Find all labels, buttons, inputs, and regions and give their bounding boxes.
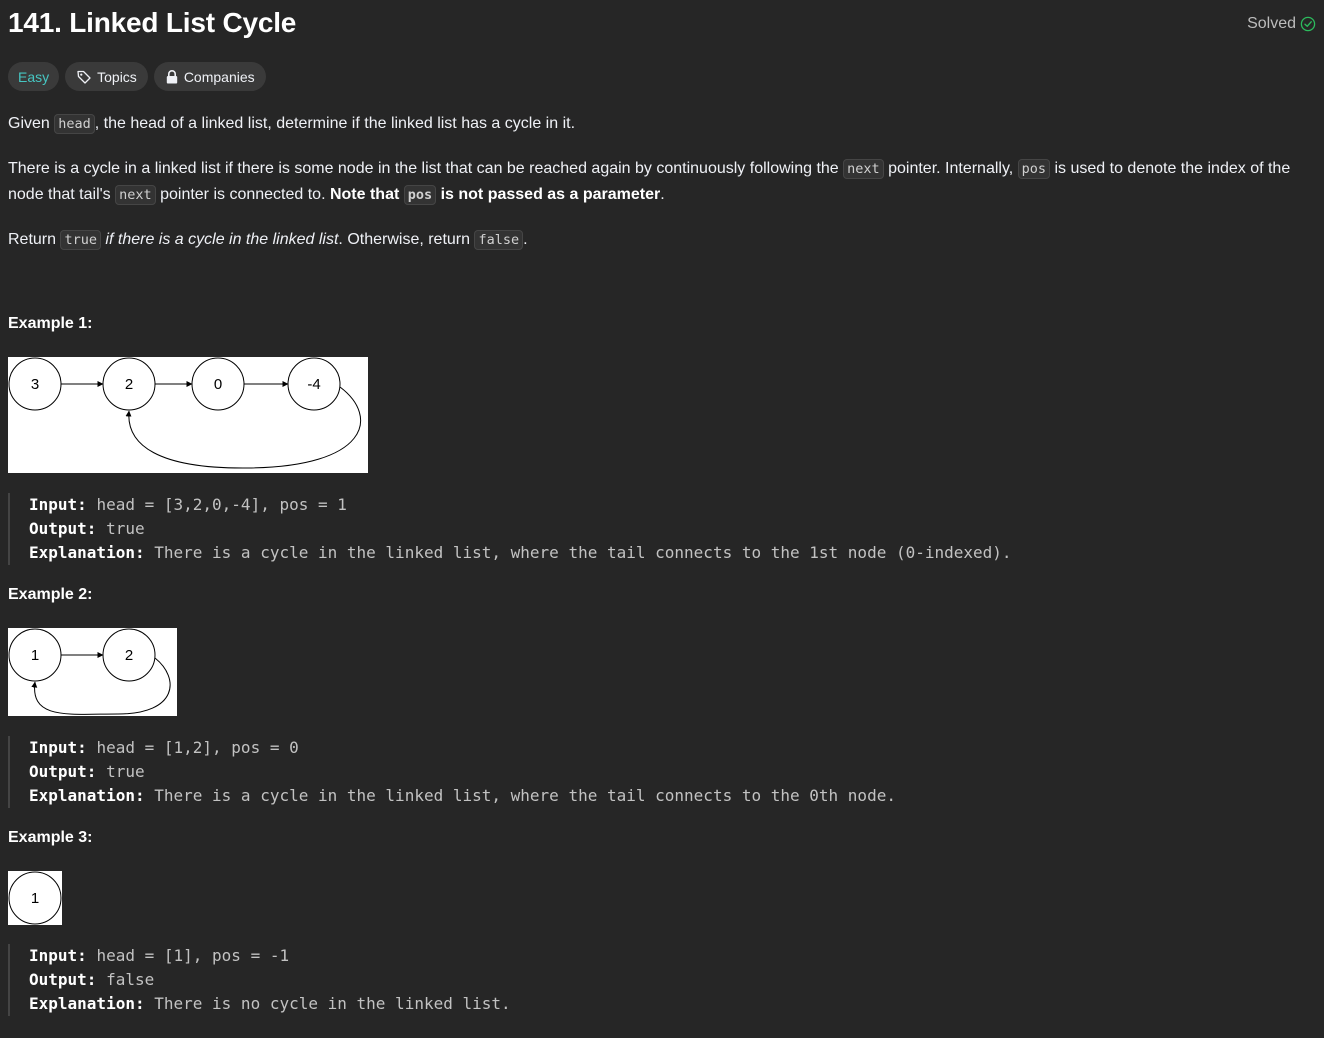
problem-header — [8, 0, 1316, 52]
example-3-diagram — [8, 871, 62, 925]
explanation-value: There is a cycle in the linked list, where the tail connects to the 1st node (0-indexed). — [154, 543, 1012, 562]
inline-code: pos — [404, 185, 436, 205]
node-value: 2 — [124, 376, 134, 393]
node-value: 3 — [30, 376, 40, 393]
tag-icon — [76, 69, 92, 85]
text: Given — [8, 115, 55, 132]
example-2-title: Example 2: — [8, 586, 93, 603]
output-label: Output: — [29, 762, 97, 781]
text: Note that — [329, 186, 404, 203]
text: , the head of a linked list, determine if the linked list has a cycle in it. — [94, 115, 576, 132]
input-label: Input: — [29, 738, 87, 757]
inline-code: head — [54, 114, 95, 134]
text: There is a cycle in a linked list if there is some node in the list that can be reached again by continuously following the — [8, 160, 844, 177]
io-line — [29, 992, 511, 1016]
input-value: head = [3,2,0,-4], pos = 1 — [96, 495, 347, 514]
output-value: true — [106, 519, 145, 538]
input-value: head = [1,2], pos = 0 — [96, 738, 299, 757]
note-text — [330, 186, 660, 203]
solved-status — [1247, 15, 1316, 33]
node-value: 1 — [30, 890, 40, 907]
example-1-io — [8, 493, 1012, 565]
text: pointer is connected to. — [155, 186, 330, 203]
output-label: Output: — [29, 970, 97, 989]
io-line — [29, 784, 896, 808]
text: Return — [8, 231, 61, 248]
explanation-label: Explanation: — [29, 786, 145, 805]
output-label: Output: — [29, 519, 97, 538]
node-value: 2 — [124, 647, 134, 664]
example-3-io — [8, 944, 511, 1016]
statement-paragraph — [8, 227, 1316, 253]
explanation-label: Explanation: — [29, 994, 145, 1013]
inline-code: false — [474, 230, 523, 250]
inline-code: next — [843, 159, 884, 179]
statement-paragraph — [8, 156, 1316, 208]
input-value: head = [1], pos = -1 — [96, 946, 290, 965]
io-line — [29, 517, 1012, 541]
problem-statement — [8, 111, 1316, 272]
example-3-title: Example 3: — [8, 829, 93, 846]
inline-code: true — [60, 230, 101, 250]
node-value: -4 — [307, 376, 321, 393]
text: is used to denote the index of the node that tail's — [8, 160, 1291, 203]
input-label: Input: — [29, 946, 87, 965]
difficulty-badge: Easy — [8, 62, 59, 91]
solved-label: Solved — [1247, 15, 1296, 32]
input-label: Input: — [29, 495, 87, 514]
explanation-label: Explanation: — [29, 543, 145, 562]
io-line — [29, 541, 1012, 565]
text: is not passed as a parameter — [436, 186, 661, 203]
example-2-diagram — [8, 628, 177, 716]
example-1-diagram — [8, 357, 368, 473]
emphasis-text: if there is a cycle in the linked list — [100, 231, 339, 248]
inline-code: pos — [1018, 159, 1050, 179]
io-line — [29, 736, 896, 760]
io-line — [29, 944, 511, 968]
statement-paragraph — [8, 111, 1316, 137]
node-value: 1 — [30, 647, 40, 664]
companies-label: Companies — [183, 68, 255, 85]
problem-description — [8, 0, 1316, 1013]
check-circle-icon — [1300, 16, 1316, 32]
topics-button[interactable] — [65, 62, 148, 91]
text: pointer. Internally, — [883, 160, 1018, 177]
companies-button[interactable] — [154, 62, 266, 91]
explanation-value: There is a cycle in the linked list, where the tail connects to the 0th node. — [154, 786, 896, 805]
explanation-value: There is no cycle in the linked list. — [154, 994, 511, 1013]
lock-icon — [165, 69, 179, 85]
output-value: true — [106, 762, 145, 781]
node-value: 0 — [213, 376, 223, 393]
tag-row — [8, 62, 266, 91]
text: . — [523, 231, 528, 248]
problem-title[interactable]: 141. Linked List Cycle — [8, 7, 297, 38]
inline-code: next — [115, 185, 156, 205]
output-value: false — [106, 970, 155, 989]
example-2-io — [8, 736, 896, 808]
example-1-title: Example 1: — [8, 315, 93, 332]
topics-label: Topics — [97, 68, 137, 85]
text: . Otherwise, return — [338, 231, 475, 248]
io-line — [29, 493, 1012, 517]
text: . — [660, 186, 665, 203]
io-line — [29, 968, 511, 992]
io-line — [29, 760, 896, 784]
